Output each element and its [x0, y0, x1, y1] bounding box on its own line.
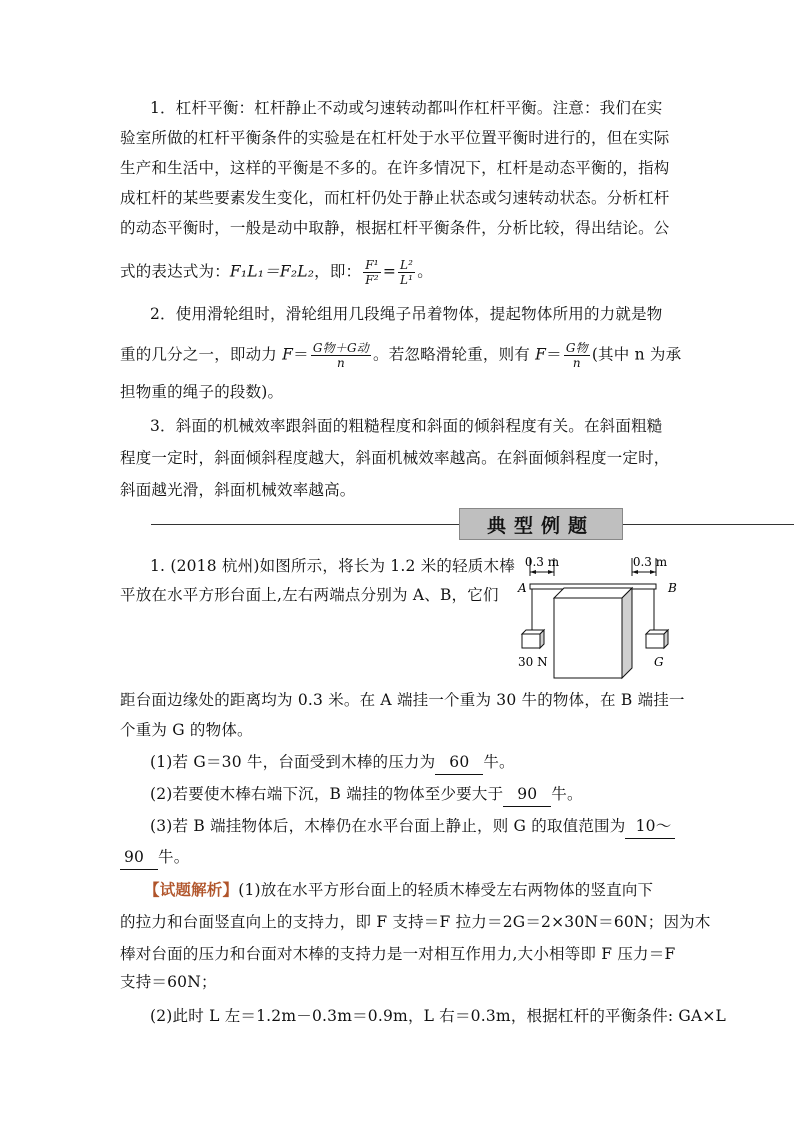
- analysis-line3: 棒对台面的压力和台面对木棒的支持力是一对相互作用力,大小相等即 F 压力＝F: [120, 945, 676, 963]
- fraction-length: [398, 258, 415, 287]
- fraction-denominator: L¹: [400, 273, 414, 287]
- question-1-text: (1)若 G＝30 牛，台面受到木棒的压力为: [150, 753, 436, 771]
- fraction-numerator: F¹: [365, 258, 379, 272]
- force-symbol: F: [535, 345, 547, 364]
- question-3-unit: 牛。: [158, 848, 190, 866]
- para3-line3: 斜面越光滑，斜面机械效率越高。: [120, 481, 356, 499]
- pulley-suffix: (其中 n 为承: [591, 345, 682, 364]
- force-symbol: F: [282, 345, 294, 364]
- pulley-prefix: 重的几分之一，即动力: [120, 345, 283, 364]
- analysis-line1: [144, 878, 653, 902]
- right-weight: [646, 634, 664, 648]
- analysis-text-1: (1)放在水平方形台面上的轻质木棒受左右两物体的竖直向下: [238, 881, 654, 899]
- question-2: [150, 782, 583, 807]
- para2-line3: 担物重的绳子的段数)。: [120, 383, 284, 401]
- right-distance-label: 0.3 m: [632, 555, 668, 569]
- para2-line1: 2．使用滑轮组时，滑轮组用几段绳子吊着物体，提起物体所用的力就是物: [150, 305, 663, 323]
- para2-line2: [120, 341, 681, 370]
- banner-rule-right: [623, 524, 794, 525]
- formula-mid: ，即：: [314, 262, 362, 281]
- fraction-numerator: L²: [400, 258, 414, 272]
- problem-line4: 个重为 G 的物体。: [120, 721, 253, 739]
- left-weight-label: 30 N: [518, 655, 548, 669]
- para1-line3: 生产和生活中，这样的平衡是不多的。在许多情况下，杠杆是动态平衡的，指构: [120, 159, 670, 177]
- answer-3-upper: 90: [120, 845, 158, 870]
- problem-line3: 距台面边缘处的距离均为 0.3 米。在 A 端挂一个重为 30 牛的物体，在 B 端挂一: [120, 691, 685, 709]
- left-weight: [522, 634, 540, 648]
- question-2-unit: 牛。: [551, 785, 583, 803]
- para3-line1: 3．斜面的机械效率跟斜面的粗糙程度和斜面的倾斜程度有关。在斜面粗糙: [150, 417, 663, 435]
- para1-line4: 成杠杆的某些要素发生变化，而杠杆仍处于静止状态或匀速转动状态。分析杠杆: [120, 189, 670, 207]
- fraction-denominator: F²: [365, 273, 379, 287]
- answer-1: 60: [435, 750, 483, 775]
- problem-line2: 平放在水平方形台面上,左右两端点分别为 A、B，它们: [120, 586, 499, 604]
- end-b-label: B: [668, 581, 677, 595]
- analysis-tag: 【试题解析】: [144, 880, 239, 899]
- para1-line6: [120, 258, 433, 287]
- right-weight-label: G: [654, 655, 664, 669]
- answer-2: 90: [503, 782, 551, 807]
- section-banner: 典型例题: [459, 508, 623, 540]
- question-2-text: (2)若要使木棒右端下沉，B 端挂的物体至少要大于: [150, 785, 504, 803]
- formula-prefix: 式的表达式为：: [120, 262, 230, 281]
- problem-line1: 1. (2018 杭州)如图所示，将长为 1.2 米的轻质木棒: [150, 557, 515, 575]
- fraction-numerator: G物: [565, 341, 588, 355]
- analysis-line4: 支持＝60N；: [120, 973, 217, 991]
- para1-line5: 的动态平衡时，一般是动中取静，根据杠杆平衡条件，分析比较，得出结论。公: [120, 219, 670, 237]
- fraction-denominator: n: [336, 356, 345, 370]
- fraction-numerator: G物＋G动: [312, 341, 369, 355]
- question-1-unit: 牛。: [483, 753, 515, 771]
- fraction-force: [363, 258, 381, 287]
- fraction-denominator: n: [572, 356, 581, 370]
- left-distance-label: 0.3 m: [524, 555, 560, 569]
- question-1: [150, 750, 515, 775]
- para3-line2: 程度一定时，斜面倾斜程度越大，斜面机械效率越高。在斜面倾斜程度一定时，: [120, 449, 670, 467]
- question-3-cont: [120, 845, 189, 870]
- answer-3-lower: 10～: [625, 814, 675, 839]
- para1-line2: 验室所做的杠杆平衡条件的实验是在杠杆处于水平位置平衡时进行的，但在实际: [120, 129, 670, 147]
- question-3: [150, 814, 675, 839]
- table-block: [554, 598, 622, 678]
- equals-sign: ＝: [546, 345, 562, 364]
- end-a-label: A: [518, 581, 527, 595]
- question-3-text: (3)若 B 端挂物体后，木棒仍在水平台面上静止，则 G 的取值范围为: [150, 817, 626, 835]
- pulley-mid: 。若忽略滑轮重，则有: [373, 345, 536, 364]
- fraction-pulley-full: [311, 341, 371, 370]
- equals-sign: ＝: [293, 345, 309, 364]
- para1-line1: 1．杠杆平衡：杠杆静止不动或匀速转动都叫作杠杆平衡。注意：我们在实: [150, 99, 663, 117]
- analysis-line2: 的拉力和台面竖直向上的支持力，即 F 支持＝F 拉力＝2G＝2×30N＝60N；因为木: [120, 913, 711, 931]
- lever-formula: F₁L₁＝F₂L₂: [229, 262, 315, 281]
- lever-diagram: [510, 550, 700, 680]
- analysis-line5: (2)此时 L 左＝1.2m－0.3m＝0.9m，L 右＝0.3m，根据杠杆的平衡条件: GA×L: [150, 1007, 727, 1025]
- fraction-pulley-simple: [564, 341, 590, 370]
- equals-sign: =: [382, 262, 396, 281]
- banner-rule-left: [151, 524, 459, 525]
- period: 。: [417, 262, 433, 281]
